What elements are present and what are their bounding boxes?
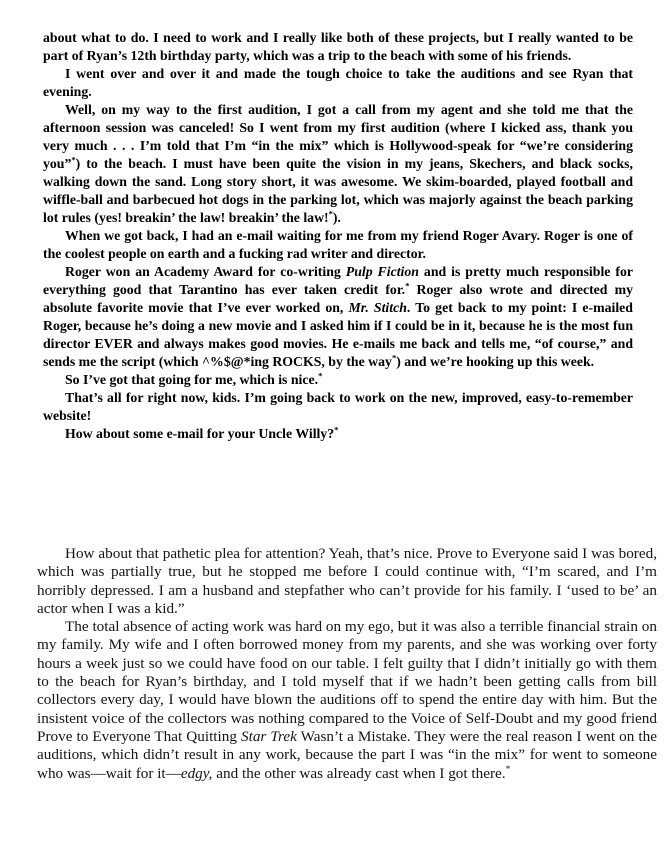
footnote-asterisk: *: [391, 352, 397, 363]
paragraph: [43, 371, 633, 389]
narrative-paragraphs: [37, 545, 657, 783]
paragraph: [37, 618, 657, 783]
paragraph: [37, 545, 657, 618]
text-run: That’s all for right now, kids. I’m going back to work on the new, improved, easy-to-remember website!: [43, 390, 633, 423]
blog-post-paragraphs: [43, 29, 633, 443]
italic-title: Star Trek: [241, 727, 297, 745]
text-run: and is pretty much responsible for everything good that Tarantino has ever taken credit for.: [43, 264, 633, 297]
text-run: How about some e-mail for your Uncle Willy?: [65, 426, 335, 441]
italic-title: Mr. Stitch: [348, 300, 407, 315]
text-run: Roger also wrote and directed my absolute favorite movie that I’ve ever worked on,: [43, 282, 633, 315]
paragraph: [43, 65, 633, 101]
italic-title: edgy,: [180, 764, 213, 782]
text-run: ).: [332, 210, 341, 225]
text-run: about what to do. I need to work and I really like both of these projects, but I really wanted to be part of Ryan’s 12th birthday party, which was a trip to the beach with some of his friends.: [43, 30, 633, 63]
blog-post-excerpt: [43, 29, 633, 443]
footnote-asterisk: *: [71, 154, 76, 165]
text-run: Well, on my way to the first audition, I got a call from my agent and she told me that the afternoon session was canceled! So I went from my first audition (where I kicked ass, thank you very much . . . I’m told that I’m “in the mix” which is Hollywood-speak for “we’re considering you”: [43, 102, 633, 171]
footnote-asterisk: *: [334, 424, 339, 435]
text-run: ) to the beach. I must have been quite the vision in my jeans, Skechers, and black socks, walking down the sand. Long story short, it was awesome. We skim-boarded, played football and wiffle-ball and barbecued hot dogs in the parking lot, which was majorly against the beach parking lot rules (yes! breakin’ the law! breakin’ the law!: [43, 156, 633, 225]
paragraph: [43, 389, 633, 425]
footnote-asterisk: *: [318, 370, 323, 381]
narrative-text: [37, 545, 657, 783]
text-run: The total absence of acting work was hard on my ego, but it was also a terrible financial strain on my family. My wife and I often borrowed money from my parents, and she was working over forty hours a week just so we could have food on our table. I felt guilty that I didn’t initially go with them to the beach for Ryan’s birthday, and I told myself that if we hadn’t been getting calls from bill collectors every day, I would have blown the auditions off to spend the entire day with him. But the insistent voice of the collectors was nothing compared to the Voice of Self-Doubt and my good friend Prove to Everyone That Quitting: [37, 618, 657, 745]
italic-title: Pulp Fiction: [345, 264, 419, 279]
text-run: and the other was already cast when I got there.: [212, 764, 506, 782]
text-run: ) and we’re hooking up this week.: [396, 354, 595, 369]
paragraph: [43, 227, 633, 263]
text-run: . To get back to my point: I e-mailed Roger, because he’s doing a new movie and I asked him if I could be in it, because he is the most fun director EVER and always makes good movies. He e-mails me back and tells me, “of course,” and sends me the script (which ^%$@*ing ROCKS, by the way: [43, 300, 633, 369]
text-run: When we got back, I had an e-mail waiting for me from my friend Roger Avary. Roger is one of the coolest people on earth and a fucking rad writer and director.: [43, 228, 633, 261]
paragraph: [43, 425, 633, 443]
footnote-asterisk: *: [328, 208, 333, 219]
footnote-asterisk: *: [405, 280, 410, 291]
text-run: Wasn’t a Mistake. They were the real reason I went on the auditions, which didn’t result in any work, because the part I was “in the mix” for went to someone who was—wait for it—: [37, 727, 657, 782]
paragraph: [43, 263, 633, 371]
text-run: So I’ve got that going for me, which is nice.: [65, 372, 319, 387]
text-run: How about that pathetic plea for attention? Yeah, that’s nice. Prove to Everyone said I was bored, which was partially true, but he stopped me before I could continue with, “I’m scared, and I’m horribly depressed. I am a husband and stepfather who can’t provide for his family. I ‘used to be’ an actor when I was a kid.”: [37, 545, 657, 617]
text-run: I went over and over it and made the tough choice to take the auditions and see Ryan that evening.: [43, 66, 633, 99]
footnote-asterisk: *: [505, 764, 511, 775]
paragraph: [43, 101, 633, 227]
paragraph: [43, 29, 633, 65]
text-run: Roger won an Academy Award for co-writing: [65, 264, 346, 279]
